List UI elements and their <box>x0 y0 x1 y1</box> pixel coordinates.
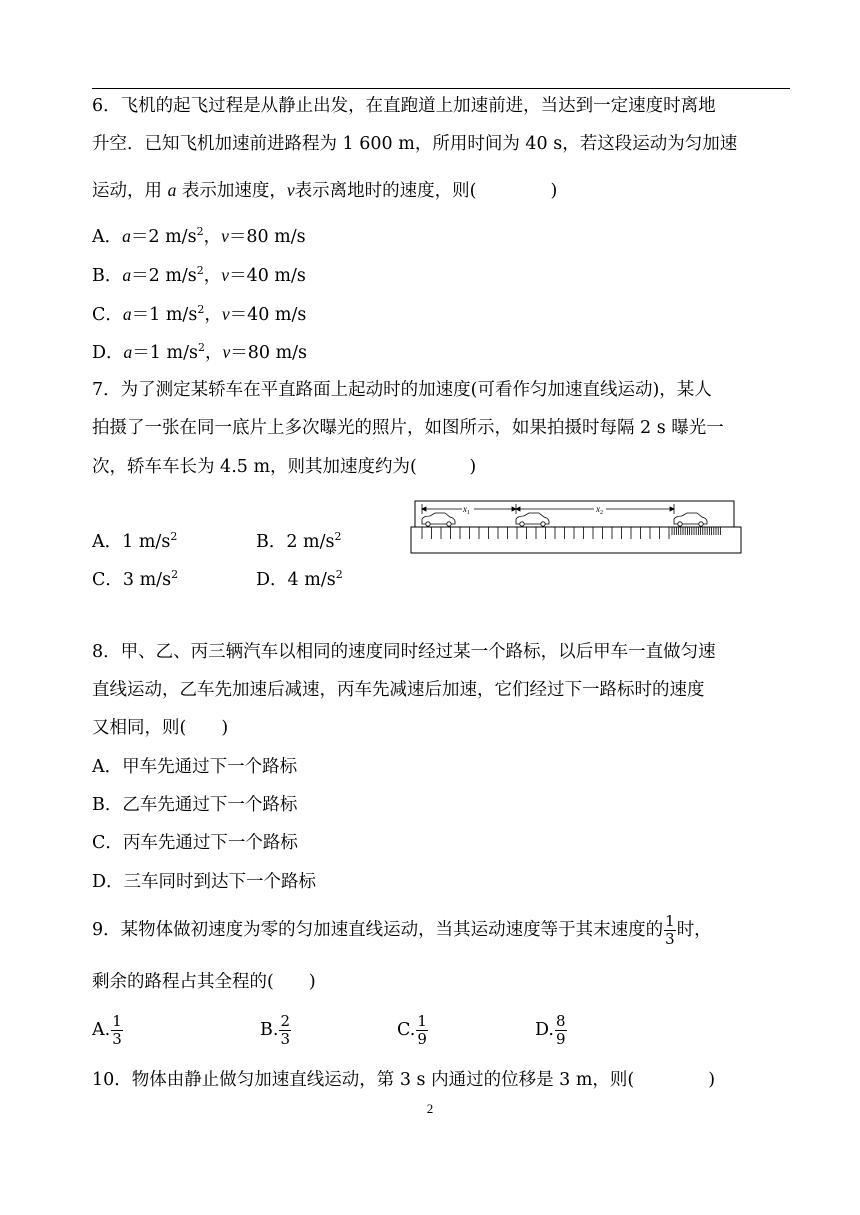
q9-line-2: 剩余的路程占其全程的( ) <box>92 972 316 992</box>
q6-line-3: 运动，用 a 表示加速度，v表示离地时的速度，则( ) <box>92 180 558 201</box>
q10-line-1: 10．物体由静止做匀加速直线运动，第 3 s 内通过的位移是 3 m，则( ) <box>92 1070 716 1090</box>
q8-line-2: 直线运动，乙车先加速后减速，丙车先减速后加速，它们经过下一路标时的速度 <box>92 680 705 700</box>
car-multiexposure-figure <box>410 500 742 556</box>
q7-line-3: 次，轿车车长为 4.5 m，则其加速度约为( ) <box>92 457 477 477</box>
q9-line-1: 9．某物体做初速度为零的匀加速直线运动，当其运动速度等于其末速度的 $\frac{1}{3}$ 时， <box>92 912 712 948</box>
q8-option-a: A．甲车先通过下一个路标 <box>92 757 298 777</box>
q7-line-2: 拍摄了一张在同一底片上多次曝光的照片，如图所示，如果拍摄时每隔 2 s 曝光一 <box>92 418 724 438</box>
q6-option-a: A．a＝2 $m/s^2$，v＝80 m/s <box>92 225 306 247</box>
q7-option-a: A．1 $m/s^2$ <box>92 530 178 552</box>
q8-line-3: 又相同，则( ) <box>92 718 229 738</box>
q9-option-b: B. $\frac{2}{3}$ <box>260 1012 290 1048</box>
q8-option-c: C．丙车先通过下一个路标 <box>92 833 298 853</box>
x2-label: $x_2$ <box>596 504 603 516</box>
q7-option-c: C．3 $m/s^2$ <box>92 568 179 590</box>
q6-option-d: D．a＝1 $m/s^2$，v＝80 m/s <box>92 341 308 363</box>
page-number: 2 <box>426 1101 434 1116</box>
q6-line-1: 6．飞机的起飞过程是从静止出发，在直跑道上加速前进，当达到一定速度时离地 <box>92 96 716 116</box>
q9-option-d: D. $\frac{8}{9}$ <box>535 1012 566 1048</box>
q7-option-b: B．2 $m/s^2$ <box>256 530 342 552</box>
q8-option-b: B．乙车先通过下一个路标 <box>92 795 298 815</box>
q8-line-1: 8．甲、乙、丙三辆汽车以相同的速度同时经过某一个路标，以后甲车一直做匀速 <box>92 642 716 662</box>
q7-line-1: 7．为了测定某轿车在平直路面上起动时的加速度(可看作匀加速直线运动)，某人 <box>92 380 712 400</box>
q6-option-c: C．a＝1 $m/s^2$，v＝40 m/s <box>92 303 307 325</box>
q6-line-2: 升空．已知飞机加速前进路程为 1 600 m，所用时间为 40 s，若这段运动为匀加速 <box>92 134 738 154</box>
q9-option-c: C. $\frac{1}{9}$ <box>397 1012 427 1048</box>
x1-label: $x_1$ <box>463 504 470 516</box>
q8-option-d: D．三车同时到达下一个路标 <box>92 872 317 892</box>
q7-option-d: D．4 $m/s^2$ <box>256 568 343 590</box>
q6-option-b: B．a＝2 $m/s^2$，v＝40 m/s <box>92 264 306 286</box>
q9-option-a: A. $\frac{1}{3}$ <box>92 1012 122 1048</box>
header-rule <box>92 88 790 89</box>
fraction-one-third: $\frac{1}{3}$ <box>665 912 675 948</box>
